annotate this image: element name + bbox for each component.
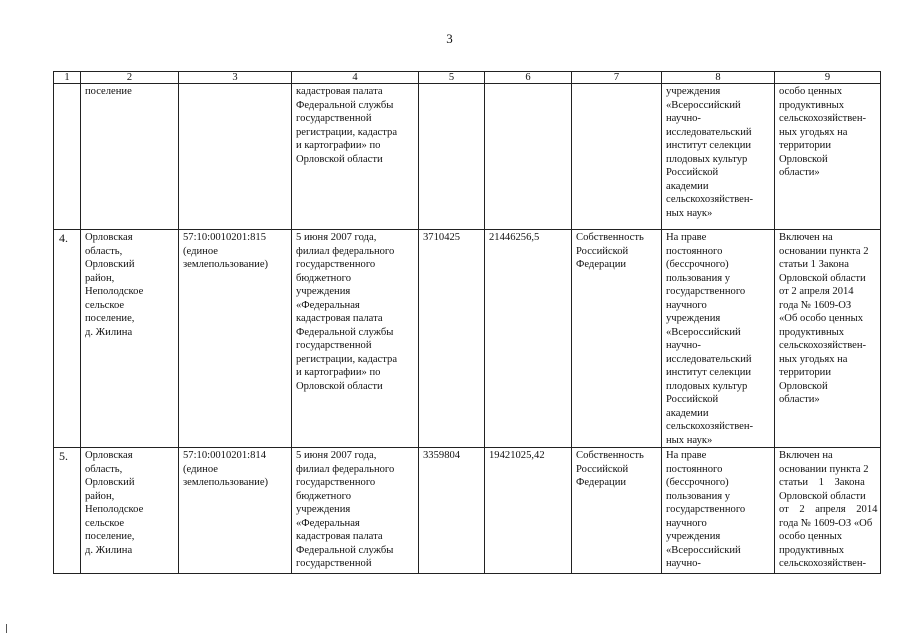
cell-text-line: продуктивных: [779, 99, 845, 111]
cell-text-line: постоянного: [666, 463, 723, 475]
cell-text-line: «Всероссийский: [666, 544, 741, 556]
table-cell: [572, 84, 662, 230]
table-cell: [179, 84, 292, 230]
cell-text-line: филиал федерального: [296, 463, 395, 475]
cell-text-line: поселение,: [85, 313, 135, 324]
cell-text-line: Орловский: [85, 477, 135, 488]
scan-artifact: [6, 624, 7, 633]
cell-text-line: области»: [779, 394, 820, 405]
column-number-header: 5: [419, 72, 485, 84]
cell-text-line: сельскохозяйствен-: [779, 340, 867, 351]
table-cell: [662, 448, 775, 574]
cell-text-line: регистрации, кадастра: [296, 126, 398, 138]
table-cell: [419, 448, 485, 574]
cell-text-line: пользования у: [666, 490, 731, 502]
cell-text-line: исследовательский: [666, 126, 752, 138]
cell-text-line: Неполодское: [85, 504, 144, 515]
column-number-header: 6: [485, 72, 572, 84]
cell-text-line: продуктивных: [779, 544, 845, 556]
table-header-row: [54, 72, 881, 84]
column-number-header: 1: [54, 72, 81, 84]
cell-text-line: филиал федерального: [296, 245, 395, 257]
cell-text-line: академии: [666, 180, 709, 192]
cell-text-line: Федерации: [576, 477, 627, 488]
page-number: 3: [446, 31, 453, 46]
cell-text-line: бюджетного: [296, 272, 352, 284]
cell-text-line: государственного: [296, 259, 376, 270]
cell-text-line: плодовых культур: [666, 380, 748, 392]
cell-text-line: «Всероссийский: [666, 99, 741, 111]
table-cell: [485, 84, 572, 230]
cell-text-line: государственной: [296, 558, 372, 569]
cell-text-line: Орловский: [85, 259, 135, 270]
table-row: [54, 448, 881, 574]
cell-text-line: государственной: [296, 340, 372, 351]
cell-text-line: поселение: [85, 86, 132, 97]
cell-text-line: институт селекции: [666, 140, 752, 151]
cell-text-line: основании пункта 2: [779, 245, 869, 257]
table-cell: [81, 84, 179, 230]
table-cell: [662, 84, 775, 230]
cell-text-line: 4.: [59, 231, 68, 245]
cell-text-line: Орловская: [85, 232, 133, 243]
cell-text-line: ных угодьях на: [779, 353, 848, 365]
cell-text-line: Собственность: [576, 450, 644, 461]
cell-text-line: д. Жилина: [85, 544, 133, 556]
table-cell: [81, 230, 179, 448]
cell-text-line: Орловской области: [779, 490, 866, 502]
table-row: [54, 230, 881, 448]
cell-text-line: плодовых культур: [666, 153, 748, 165]
table-cell: [81, 448, 179, 574]
cell-text-line: научно-: [666, 340, 701, 351]
cell-text-line: особо ценных: [779, 531, 843, 542]
cell-text-line: территории: [779, 140, 832, 151]
cell-text-line: и картографии» по: [296, 367, 381, 378]
cell-text-line: землепользование): [183, 477, 269, 488]
cell-text-line: статьи 1 Закона: [779, 477, 865, 488]
cell-text-line: учреждения: [666, 86, 721, 97]
table-cell: [292, 84, 419, 230]
column-number-header: 2: [81, 72, 179, 84]
cell-text-line: сельскохозяйствен-: [666, 421, 754, 432]
cell-text-line: 57:10:0010201:815: [183, 232, 266, 243]
cell-text-line: года № 1609-ОЗ: [779, 299, 852, 311]
cell-text-line: Федеральной службы: [296, 326, 394, 338]
cell-text-line: поселение,: [85, 531, 135, 542]
cell-text-line: основании пункта 2: [779, 463, 869, 475]
table-cell: [54, 230, 81, 448]
cell-text-line: академии: [666, 407, 709, 419]
cell-text-line: учреждения: [666, 313, 721, 324]
cell-text-line: сельское: [85, 517, 125, 529]
land-registry-table: [53, 71, 881, 574]
cell-text-line: ных угодьях на: [779, 126, 848, 138]
cell-text-line: (единое: [183, 245, 218, 257]
cell-text-line: государственного: [666, 286, 746, 297]
cell-text-line: На праве: [666, 232, 707, 243]
cell-text-line: кадастровая палата: [296, 86, 383, 97]
cell-text-line: «Федеральная: [296, 299, 360, 311]
cell-text-line: от 2 апреля 2014: [779, 504, 878, 515]
cell-text-line: пользования у: [666, 272, 731, 284]
cell-text-line: от 2 апреля 2014: [779, 286, 854, 297]
cell-text-line: 21446256,5: [489, 232, 540, 243]
cell-text-line: Федеральной службы: [296, 99, 394, 111]
cell-text-line: научно-: [666, 558, 701, 569]
table-cell: [179, 448, 292, 574]
cell-text-line: учреждения: [296, 286, 351, 297]
cell-text-line: учреждения: [296, 504, 351, 515]
column-number-header: 3: [179, 72, 292, 84]
cell-text-line: Включен на: [779, 450, 833, 461]
cell-text-line: Российской: [576, 463, 629, 475]
column-number-header: 4: [292, 72, 419, 84]
cell-text-line: «Всероссийский: [666, 326, 741, 338]
cell-text-line: Включен на: [779, 232, 833, 243]
cell-text-line: 5.: [59, 449, 68, 463]
table-cell: [292, 230, 419, 448]
cell-text-line: (единое: [183, 463, 218, 475]
cell-text-line: 5 июня 2007 года,: [296, 232, 377, 243]
cell-text-line: сельскохозяйствен-: [779, 558, 867, 569]
cell-text-line: государственной: [296, 113, 372, 124]
cell-text-line: области»: [779, 167, 820, 178]
column-number-header: 8: [662, 72, 775, 84]
cell-text-line: сельскохозяйствен-: [779, 113, 867, 124]
table-cell: [54, 84, 81, 230]
cell-text-line: научного: [666, 299, 707, 311]
cell-text-line: 57:10:0010201:814: [183, 450, 266, 461]
column-number-header: 7: [572, 72, 662, 84]
cell-text-line: район,: [85, 272, 115, 284]
table-cell: [292, 448, 419, 574]
cell-text-line: Орловской: [779, 380, 828, 392]
cell-text-line: (бессрочного): [666, 259, 729, 270]
cell-text-line: На праве: [666, 450, 707, 461]
cell-text-line: Федеральной службы: [296, 544, 394, 556]
cell-text-line: государственного: [666, 504, 746, 515]
cell-text-line: Орловской области: [296, 153, 383, 165]
cell-text-line: Российской: [576, 245, 629, 257]
cell-text-line: сельское: [85, 299, 125, 311]
cell-text-line: учреждения: [666, 531, 721, 542]
table-cell: [419, 230, 485, 448]
cell-text-line: область,: [85, 463, 123, 475]
column-number-header: 9: [775, 72, 881, 84]
cell-text-line: «Федеральная: [296, 517, 360, 529]
cell-text-line: государственного: [296, 477, 376, 488]
cell-text-line: ных наук»: [666, 434, 713, 446]
table-cell: [485, 448, 572, 574]
cell-text-line: д. Жилина: [85, 326, 133, 338]
cell-text-line: и картографии» по: [296, 140, 381, 151]
cell-text-line: особо ценных: [779, 86, 843, 97]
table-cell: [54, 448, 81, 574]
cell-text-line: Орловской области: [296, 380, 383, 392]
cell-text-line: институт селекции: [666, 367, 752, 378]
cell-text-line: Орловская: [85, 450, 133, 461]
cell-text-line: (бессрочного): [666, 477, 729, 488]
cell-text-line: 19421025,42: [489, 450, 545, 461]
table-cell: [775, 230, 881, 448]
cell-text-line: ных наук»: [666, 207, 713, 219]
cell-text-line: Орловской: [779, 153, 828, 165]
table-cell: [572, 230, 662, 448]
cell-text-line: Российской: [666, 167, 719, 178]
cell-text-line: кадастровая палата: [296, 531, 383, 542]
cell-text-line: исследовательский: [666, 353, 752, 365]
cell-text-line: продуктивных: [779, 326, 845, 338]
table-cell: [572, 448, 662, 574]
cell-text-line: научного: [666, 517, 707, 529]
cell-text-line: постоянного: [666, 245, 723, 257]
cell-text-line: Российской: [666, 394, 719, 405]
cell-text-line: кадастровая палата: [296, 313, 383, 324]
cell-text-line: 3359804: [423, 450, 461, 461]
cell-text-line: бюджетного: [296, 490, 352, 502]
cell-text-line: регистрации, кадастра: [296, 353, 398, 365]
cell-text-line: район,: [85, 490, 115, 502]
cell-text-line: землепользование): [183, 259, 269, 270]
table-cell: [775, 448, 881, 574]
cell-text-line: сельскохозяйствен-: [666, 194, 754, 205]
cell-text-line: 3710425: [423, 232, 461, 243]
table-cell: [662, 230, 775, 448]
table-cell: [485, 230, 572, 448]
cell-text-line: Неполодское: [85, 286, 144, 297]
table-cell: [775, 84, 881, 230]
cell-text-line: научно-: [666, 113, 701, 124]
cell-text-line: Собственность: [576, 232, 644, 243]
cell-text-line: территории: [779, 367, 832, 378]
cell-text-line: 5 июня 2007 года,: [296, 450, 377, 461]
cell-text-line: область,: [85, 245, 123, 257]
table-cell: [419, 84, 485, 230]
cell-text-line: «Об особо ценных: [779, 313, 864, 324]
cell-text-line: статьи 1 Закона: [779, 259, 849, 270]
table-cell: [179, 230, 292, 448]
cell-text-line: Орловской области: [779, 272, 866, 284]
table-row: [54, 84, 881, 230]
cell-text-line: Федерации: [576, 259, 627, 270]
cell-text-line: года № 1609-ОЗ «Об: [779, 517, 873, 529]
